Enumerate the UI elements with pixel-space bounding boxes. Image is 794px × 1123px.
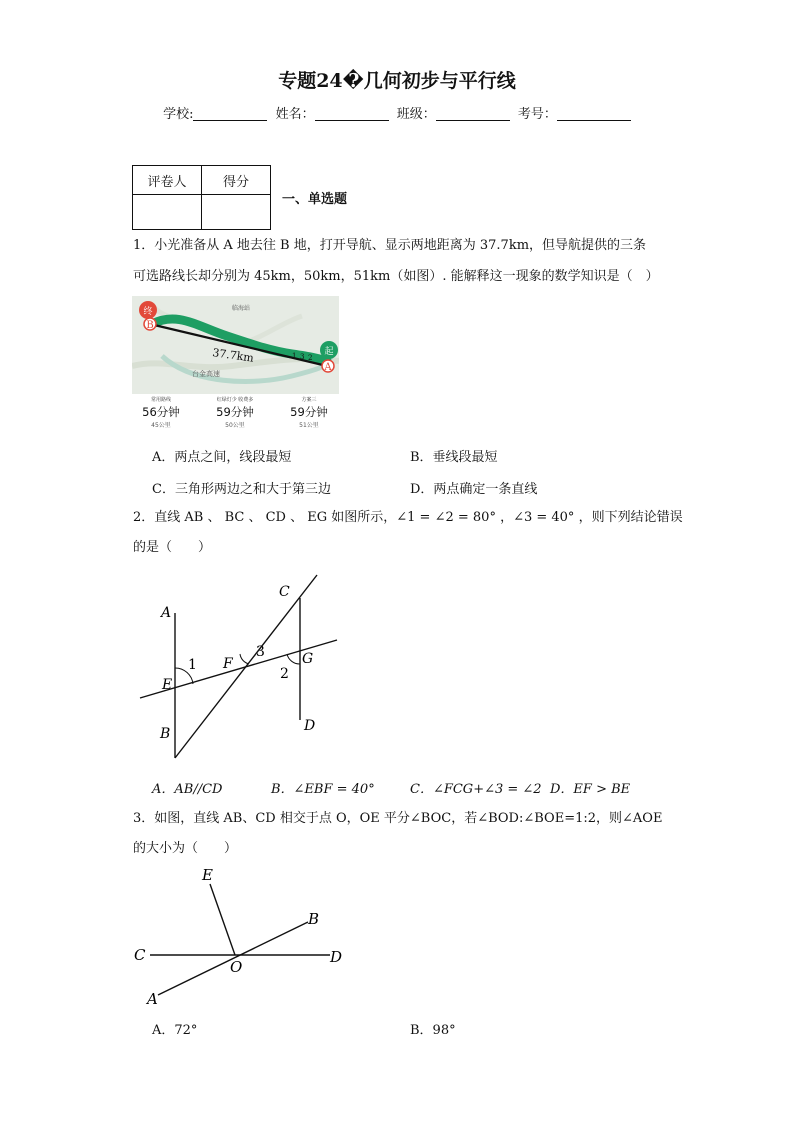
page-title: 专题24�几何初步与平行线 <box>278 70 516 92</box>
q2-option-b[interactable]: B．∠EBF = 40° <box>271 782 375 797</box>
q2-line1: 2．直线 AB 、 BC 、 CD 、 EG 如图所示，∠1 = ∠2 = 80° ，∠3 = 40° ，则下列结论错误 <box>133 510 683 525</box>
field-name-blank[interactable] <box>315 107 389 121</box>
label-g: G <box>302 651 314 667</box>
q2-line2: 的是（ ） <box>133 540 212 555</box>
label-b: B <box>160 726 171 742</box>
q1-option-a[interactable]: A．两点之间，线段最短 <box>152 450 292 465</box>
route-card-2[interactable] <box>205 396 265 429</box>
q3-line2: 的大小为（ ） <box>133 841 238 856</box>
map-point-b: B <box>146 320 154 331</box>
label-e: E <box>202 866 213 884</box>
map-point-a: A <box>324 362 332 373</box>
map-start-badge: 起 <box>324 347 334 357</box>
route-2-distance: 50公里 <box>225 422 245 429</box>
label-d: D <box>304 718 316 734</box>
route-1-name: 常用路线 <box>150 397 171 403</box>
score-table <box>132 165 271 230</box>
section-heading: 一、单选题 <box>282 192 348 207</box>
map-place-2: 台金高速 <box>192 370 220 378</box>
q2-option-a[interactable]: A．AB//CD <box>152 782 223 797</box>
label-a: A <box>147 990 158 1008</box>
score-table-grader-header: 评卷人 <box>133 166 202 195</box>
field-school-blank[interactable] <box>193 107 267 121</box>
route-card-1[interactable] <box>131 396 191 429</box>
field-name-label: 姓名： <box>275 107 315 122</box>
map-route-label-1: 1 <box>292 352 297 360</box>
angle-label-2: 2 <box>280 666 289 682</box>
route-1-time: 56分钟 <box>142 405 180 419</box>
route-1-distance: 45公里 <box>151 422 171 429</box>
ray-oe <box>210 884 235 955</box>
route-3-time: 59分钟 <box>290 405 328 419</box>
q1-option-b[interactable]: B．垂线段最短 <box>410 450 498 465</box>
q2-option-c[interactable]: C．∠FCG+∠3 = ∠2 <box>410 782 542 797</box>
label-a: A <box>161 605 172 621</box>
angle-label-1: 1 <box>188 657 197 673</box>
route-card-3[interactable] <box>279 396 339 429</box>
label-c: C <box>134 946 146 964</box>
label-c: C <box>279 584 290 600</box>
q1-option-c[interactable]: C．三角形两边之和大于第三边 <box>152 482 331 497</box>
label-f: F <box>223 656 233 672</box>
route-2-time: 59分钟 <box>216 405 254 419</box>
map-distance-label: 37.7km <box>211 346 255 365</box>
q2-figure <box>130 568 350 768</box>
field-class-blank[interactable] <box>436 107 510 121</box>
score-table-grader-cell[interactable] <box>133 195 202 230</box>
q3-figure <box>130 862 350 1012</box>
map-route-label-2: 2 <box>308 354 313 362</box>
q3-option-b[interactable]: B．98° <box>410 1023 456 1038</box>
route-3-name: 方案三 <box>301 397 317 403</box>
q3-line1: 3．如图，直线 AB、CD 相交于点 O，OE 平分∠BOC，若∠BOD:∠BOE=1:2，则∠AOE <box>133 811 663 826</box>
label-e: E <box>162 677 173 693</box>
angle-label-3: 3 <box>256 644 265 660</box>
label-b: B <box>308 910 320 928</box>
q3-option-a[interactable]: A．72° <box>152 1023 198 1038</box>
field-exam-no-label: 考号： <box>517 107 557 122</box>
map-drawing <box>132 296 339 394</box>
q1-option-d[interactable]: D．两点确定一条直线 <box>410 482 538 497</box>
map-route-label-3: 3 <box>300 353 305 361</box>
q1-line2: 可选路线长却分别为 45km，50km，51km（如图）. 能解释这一现象的数学知识是（ ） <box>133 269 659 284</box>
map-place-1: 临海站 <box>232 305 251 312</box>
route-2-name: 红绿灯少 收费多 <box>216 397 254 403</box>
map-end-badge: 终 <box>143 307 153 317</box>
q2-option-d[interactable]: D．EF > BE <box>550 782 631 797</box>
score-table-score-header: 得分 <box>202 166 271 195</box>
label-d: D <box>330 948 343 966</box>
field-exam-no-blank[interactable] <box>557 107 631 121</box>
label-o: O <box>230 958 243 976</box>
q1-line1: 1．小光准备从 A 地去往 B 地，打开导航、显示两地距离为 37.7km，但导航提供的三条 <box>133 238 647 253</box>
route-3-distance: 51公里 <box>299 422 319 429</box>
student-info-line <box>0 103 794 122</box>
navigation-map-image <box>132 296 339 394</box>
score-table-score-cell[interactable] <box>202 195 271 230</box>
field-class-label: 班级： <box>396 107 436 122</box>
field-school-label: 学校: <box>163 107 194 122</box>
